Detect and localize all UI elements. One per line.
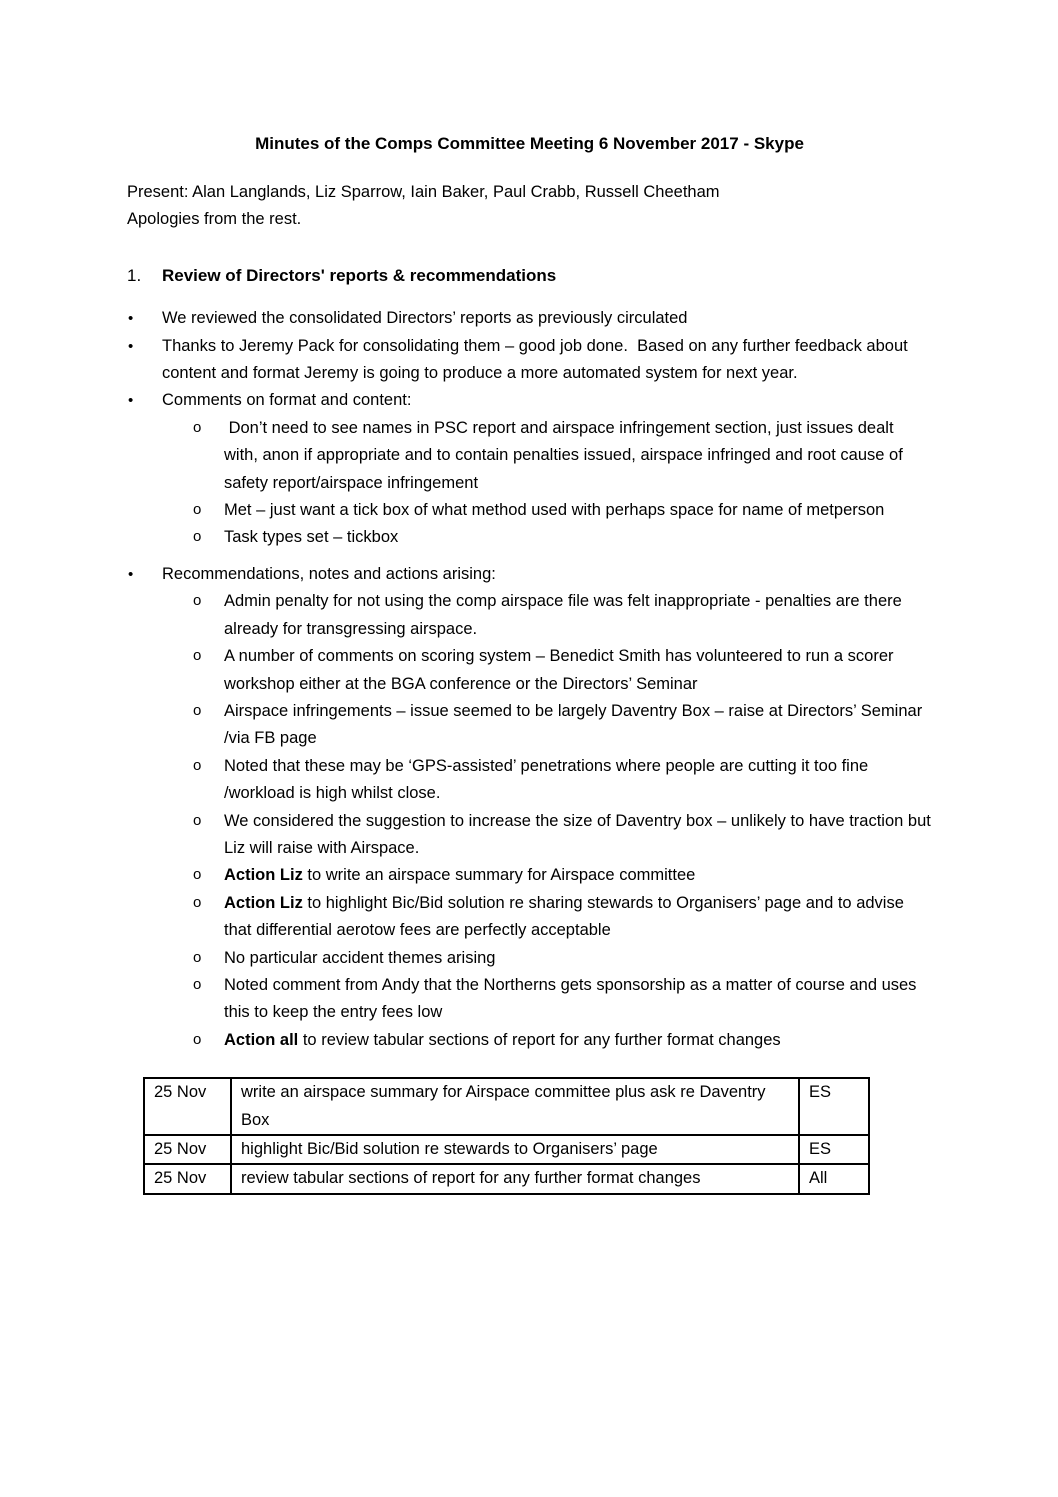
table-row xyxy=(144,1135,869,1164)
bullet-marker: • xyxy=(128,310,134,328)
action-table xyxy=(143,1077,870,1195)
sub-list-item-text: to highlight Bic/Bid solution re sharing stewards to Organisers’ page and to advise that differential aerotow fees are perfectly acceptable xyxy=(224,893,904,940)
list-item xyxy=(127,333,932,388)
section-heading xyxy=(127,262,932,289)
section-number: 1. xyxy=(127,265,142,285)
action-description-cell: review tabular sections of report for any further format changes xyxy=(231,1164,799,1193)
list-item xyxy=(127,387,932,414)
present-line: Present: Alan Langlands, Liz Sparrow, Iain Baker, Paul Crabb, Russell Cheetham xyxy=(127,183,720,201)
sub-list-item-text: to review tabular sections of report for any further format changes xyxy=(298,1030,781,1049)
action-owner-label: Action Liz xyxy=(224,893,303,912)
sub-list-item xyxy=(127,698,932,753)
sub-list-item xyxy=(127,808,932,863)
section-heading-text: Review of Directors' reports & recommendations xyxy=(162,265,557,285)
sub-list-item xyxy=(127,945,932,972)
sub-list-item-text: to write an airspace summary for Airspace committee xyxy=(302,866,696,885)
list-item-text: We reviewed the consolidated Directors’ reports as previously circulated xyxy=(162,309,688,328)
sub-bullet-marker: o xyxy=(193,893,202,911)
sub-bullet-marker: o xyxy=(193,647,202,665)
action-owner-cell: ES xyxy=(799,1078,869,1135)
list-item xyxy=(127,561,932,588)
sub-list-item xyxy=(127,643,932,698)
sub-list-item-text: Noted that these may be ‘GPS-assisted’ penetrations where people are cutting it too fine /workload is high whilst close. xyxy=(224,756,869,803)
document-title: Minutes of the Comps Committee Meeting 6 November 2017 - Skype xyxy=(255,134,804,153)
action-owner-label: Action Liz xyxy=(224,866,303,885)
action-owner-cell: All xyxy=(799,1164,869,1193)
sub-bullet-marker: o xyxy=(193,418,202,436)
bullet-marker: • xyxy=(128,337,134,355)
table-row xyxy=(144,1164,869,1193)
sub-bullet-marker: o xyxy=(193,501,202,519)
sub-bullet-marker: o xyxy=(193,756,202,774)
sub-list-item-text: A number of comments on scoring system – Benedict Smith has volunteered to run a scorer workshop either at the BGA conference or the Directors’ Seminar xyxy=(224,647,894,693)
action-owner-cell: ES xyxy=(799,1135,869,1164)
action-description-cell: write an airspace summary for Airspace committee plus ask re Daventry Box xyxy=(231,1078,799,1135)
sub-list-item xyxy=(127,524,932,551)
sub-bullet-marker: o xyxy=(193,701,202,719)
bullet-list xyxy=(127,305,932,1054)
list-item-text: Comments on format and content: xyxy=(162,391,412,410)
sub-list-item xyxy=(127,415,932,497)
sub-list-item xyxy=(127,588,932,643)
sub-bullet-marker: o xyxy=(193,811,202,829)
action-date-cell: 25 Nov xyxy=(144,1135,231,1164)
sub-list-item-text: Noted comment from Andy that the Northerns gets sponsorship as a matter of course and uses this to keep the entry fees low xyxy=(224,975,917,1022)
list-item-text: Recommendations, notes and actions arising: xyxy=(162,564,496,583)
sub-list-item-text: Task types set – tickbox xyxy=(224,528,399,547)
sub-bullet-marker: o xyxy=(193,1030,202,1048)
sub-list-item xyxy=(127,890,932,945)
sub-list-item xyxy=(127,862,932,889)
sub-list-item-text: No particular accident themes arising xyxy=(224,948,496,967)
sub-list-item-text: We considered the suggestion to increase the size of Daventry box – unlikely to have traction but Liz will raise with Airspace. xyxy=(224,811,931,857)
sub-list-item-text: Airspace infringements – issue seemed to be largely Daventry Box – raise at Directors’ Seminar /via FB page xyxy=(224,701,923,748)
sub-bullet-marker: o xyxy=(193,866,202,884)
sub-bullet-marker: o xyxy=(193,975,202,993)
apologies-line: Apologies from the rest. xyxy=(127,210,302,229)
bullet-marker: • xyxy=(128,392,134,410)
sub-list-item-text: Don’t need to see names in PSC report and airspace infringement section, just issues dealt with, anon if appropriate and to contain penalties issued, airspace infringed and root cause of safety report/airspace infringement xyxy=(224,418,903,492)
sub-list-item xyxy=(127,972,932,1027)
sub-bullet-marker: o xyxy=(193,528,202,546)
sub-list-item-text: Admin penalty for not using the comp airspace file was felt inappropriate - penalties are there already for transgressing airspace. xyxy=(224,592,902,638)
action-date-cell: 25 Nov xyxy=(144,1164,231,1193)
action-description-cell: highlight Bic/Bid solution re stewards to Organisers’ page xyxy=(231,1135,799,1164)
table-row xyxy=(144,1078,869,1135)
sub-list-item-text: Met – just want a tick box of what method used with perhaps space for name of metperson xyxy=(224,501,885,520)
list-item xyxy=(127,305,932,332)
sub-list-item xyxy=(127,1027,932,1054)
bullet-marker: • xyxy=(128,565,134,583)
sub-bullet-marker: o xyxy=(193,948,202,966)
action-owner-label: Action all xyxy=(224,1030,299,1049)
sub-list-item xyxy=(127,753,932,808)
sub-list-item xyxy=(127,497,932,524)
list-item-text: Thanks to Jeremy Pack for consolidating them – good job done. Based on any further feedback about content and format Jeremy is going to produce a more automated system for next year. xyxy=(162,336,908,383)
action-date-cell: 25 Nov xyxy=(144,1078,231,1135)
sub-bullet-marker: o xyxy=(193,592,202,610)
